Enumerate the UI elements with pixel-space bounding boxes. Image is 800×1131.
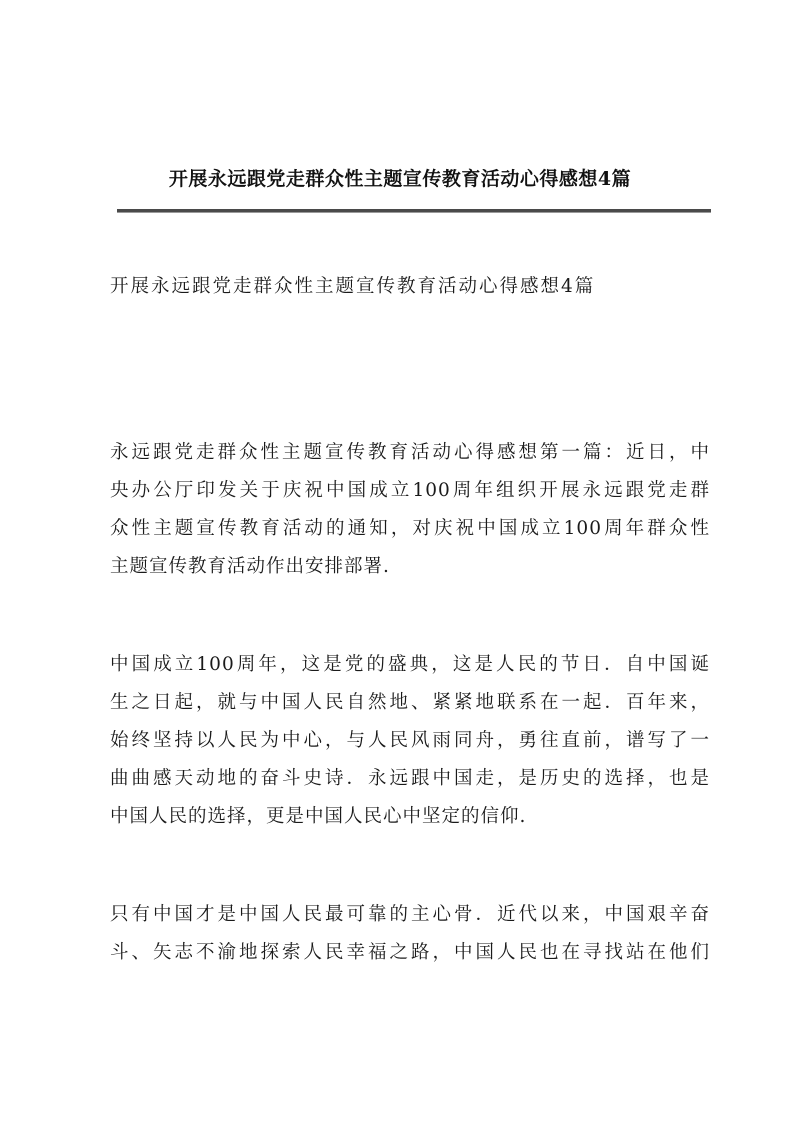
paragraph-1 [110, 434, 710, 586]
paragraph-line: 央办公厅印发关于庆祝中国成立100周年组织开展永远跟党走群 [110, 480, 710, 501]
paragraph-line: 中国成立100周年，这是党的盛典，这是人民的节日．自中国诞 [110, 654, 710, 675]
paragraph-line: 生之日起，就与中国人民自然地、紧紧地联系在一起．百年来， [110, 692, 710, 713]
header-title: 开展永远跟党走群众性主题宣传教育活动心得感想4篇 [168, 168, 632, 190]
paragraph-line: 众性主题宣传教育活动的通知，对庆祝中国成立100周年群众性 [110, 518, 710, 539]
paragraph-2 [110, 646, 710, 836]
paragraph-line: 始终坚持以人民为中心，与人民风雨同舟，勇往直前，谱写了一 [110, 730, 710, 751]
document-title: 开展永远跟党走群众性主题宣传教育活动心得感想4篇 [110, 276, 596, 297]
paragraph-line: 斗、矢志不渝地探索人民幸福之路，中国人民也在寻找站在他们 [110, 942, 710, 963]
paragraph-3 [110, 896, 710, 972]
paragraph-line: 主题宣传教育活动作出安排部署. [110, 556, 390, 577]
paragraph-line: 曲曲感天动地的奋斗史诗．永远跟中国走，是历史的选择，也是 [110, 768, 710, 789]
header-divider [117, 209, 711, 213]
paragraph-line: 只有中国才是中国人民最可靠的主心骨．近代以来，中国艰辛奋 [110, 904, 710, 925]
paragraph-line: 中国人民的选择，更是中国人民心中坚定的信仰. [110, 806, 527, 827]
paragraph-line: 永远跟党走群众性主题宣传教育活动心得感想第一篇：近日，中 [110, 442, 710, 463]
